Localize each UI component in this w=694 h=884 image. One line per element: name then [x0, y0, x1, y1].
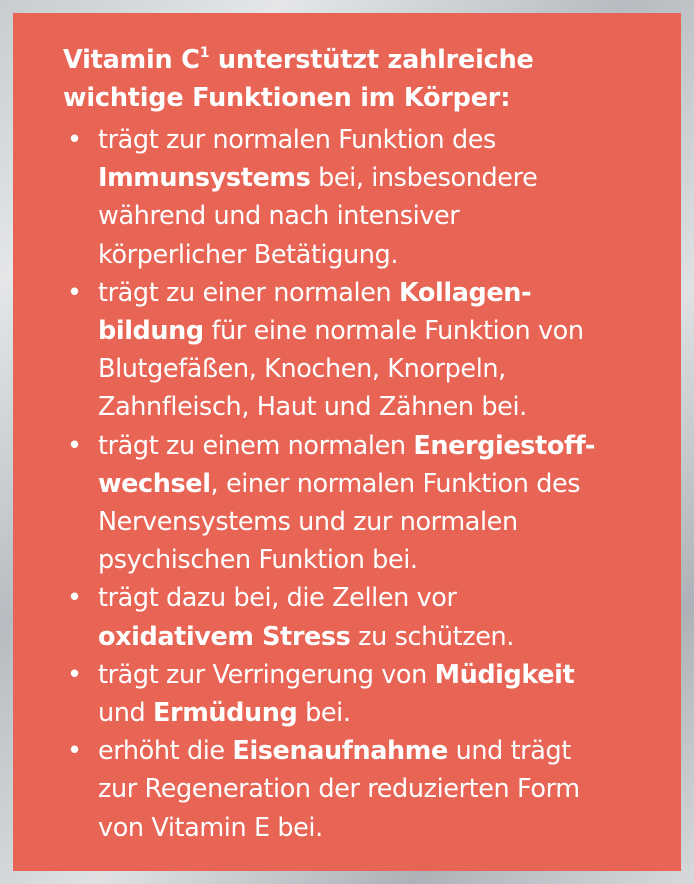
item-text: erhöht die: [98, 736, 233, 767]
item-line: [98, 159, 651, 197]
item-line: [98, 274, 651, 312]
list-item-energy: [63, 427, 651, 580]
item-keyword: Eisenaufnahme: [232, 736, 448, 767]
item-line: [98, 656, 651, 694]
item-line: [98, 618, 651, 656]
headline-line-2: wichtige Funktionen im Körper:: [63, 83, 511, 113]
item-keyword: Müdigkeit: [434, 659, 575, 690]
bullet-icon: •: [67, 583, 82, 614]
item-line: Nervensystems und zur normalen: [98, 507, 518, 538]
item-text: bei, insbesondere: [310, 163, 538, 194]
item-line: [98, 732, 651, 770]
list-item-oxidative-stress: [63, 579, 651, 655]
item-text: für eine normale Funktion von: [203, 316, 584, 347]
bullet-icon: •: [67, 277, 82, 308]
item-line: zur Regeneration der reduzierten Form: [98, 774, 580, 805]
item-text: und trägt: [447, 736, 571, 767]
bullet-icon: •: [67, 736, 82, 767]
headline-text: unterstützt zahlreiche: [209, 45, 534, 75]
bullet-icon: •: [67, 125, 82, 155]
item-keyword: oxidativem Stress: [98, 621, 351, 652]
bullet-icon: •: [67, 430, 82, 461]
item-line: [98, 312, 651, 350]
item-line: Blutgefäßen, Knochen, Knorpeln,: [98, 354, 506, 385]
item-text: trägt zur Verringerung von: [98, 659, 435, 690]
list-item-immune: [63, 121, 651, 274]
item-text: zu schützen.: [350, 621, 514, 652]
headline: [63, 41, 651, 117]
item-keyword: Energiestoff-: [413, 430, 596, 461]
item-line: Zahnfleisch, Haut und Zähnen bei.: [98, 392, 527, 423]
item-line: psychischen Funktion bei.: [98, 545, 418, 576]
headline-vitamin-c: Vitamin C: [63, 45, 200, 75]
item-text: und: [98, 698, 154, 729]
item-line: von Vitamin E bei.: [98, 812, 323, 843]
item-keyword: Ermüdung: [153, 698, 298, 729]
item-text: bei.: [297, 698, 351, 729]
list-item-iron: [63, 732, 651, 847]
item-line: trägt zur normalen Funktion des: [98, 125, 496, 155]
item-keyword: wechsel: [98, 468, 211, 499]
item-line: [98, 694, 651, 732]
item-text: trägt zu einem normalen: [98, 430, 414, 461]
item-text: , einer normalen Funktion des: [210, 468, 581, 499]
item-keyword: bildung: [98, 316, 204, 347]
list-item-fatigue: [63, 656, 651, 732]
benefit-list: [63, 121, 651, 847]
bullet-icon: •: [67, 659, 82, 690]
headline-line-1: [63, 41, 651, 79]
list-item-collagen: [63, 274, 651, 427]
info-panel: [13, 13, 681, 871]
footnote-marker: 1: [199, 45, 210, 61]
item-line: [98, 465, 651, 503]
item-line: während und nach intensiver: [98, 201, 460, 232]
item-keyword: Kollagen-: [398, 277, 532, 308]
item-line: [98, 427, 651, 465]
item-keyword: Immunsystems: [98, 163, 311, 194]
item-text: trägt zu einer normalen: [98, 277, 399, 308]
item-line: körperlicher Betätigung.: [98, 239, 399, 270]
item-line: trägt dazu bei, die Zellen vor: [98, 583, 457, 614]
